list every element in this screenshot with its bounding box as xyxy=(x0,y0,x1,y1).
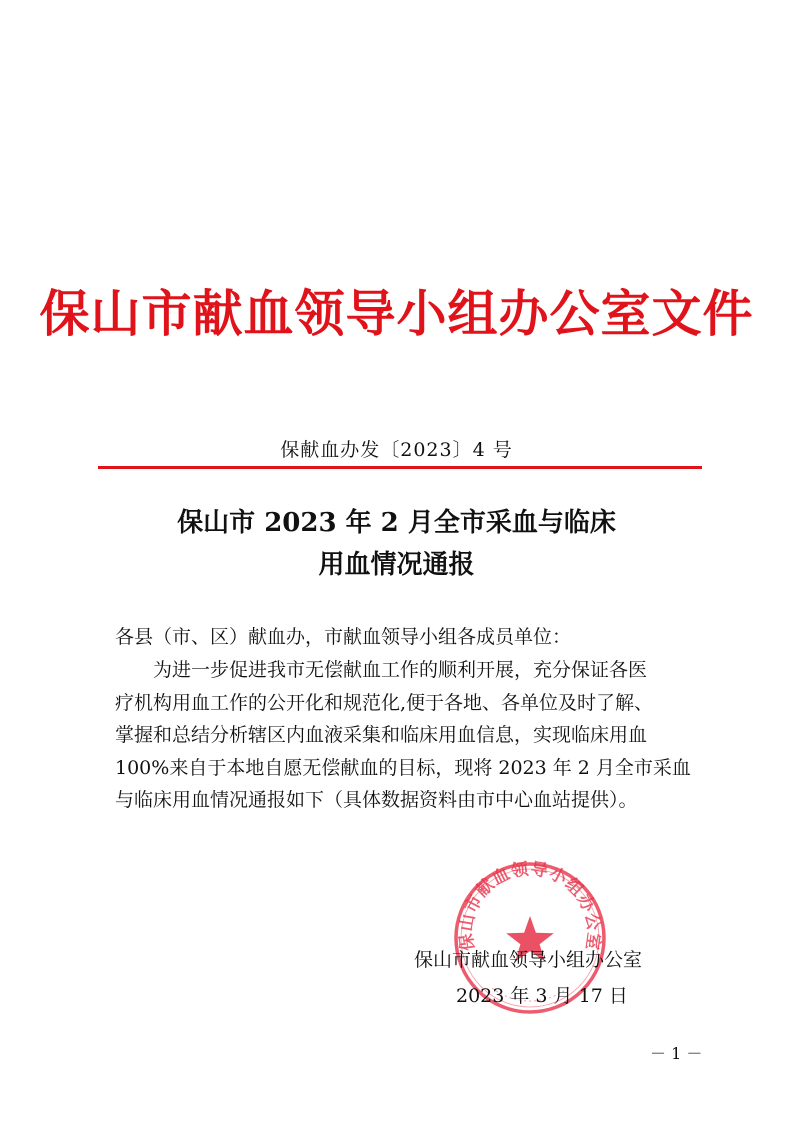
red-divider-line xyxy=(98,466,702,469)
body-line-4: 100%来自于本地自愿无偿献血的目标，现将 2023 年 2 月全市采血 xyxy=(115,756,691,779)
document-number: 保献血办发〔2023〕4 号 xyxy=(280,439,513,461)
seal-text: 保山市献血领导小组办公室 xyxy=(456,859,604,953)
page-number: － 1 － xyxy=(650,1044,703,1063)
notice-title-line-2: 用血情况通报 xyxy=(318,550,475,580)
notice-title xyxy=(0,502,793,586)
notice-title-line-1: 保山市 2023 年 2 月全市采血与临床 xyxy=(177,508,616,538)
body-line-3: 掌握和总结分析辖区内血液采集和临床用血信息，实现临床用血 xyxy=(115,724,648,746)
salutation: 各县（市、区）献血办，市献血领导小组各成员单位： xyxy=(115,626,572,648)
body-line-1: 为进一步促进我市无偿献血工作的顺利开展，充分保证各医 xyxy=(153,659,648,681)
signing-date: 2023 年 3 月 17 日 xyxy=(456,985,628,1007)
body-line-2: 疗机构用血工作的公开化和规范化,便于各地、各单位及时了解、 xyxy=(115,691,654,714)
document-header-title: 保山市献血领导小组办公室文件 xyxy=(39,284,754,343)
signing-organization: 保山市献血领导小组办公室 xyxy=(414,949,643,971)
body-paragraph xyxy=(115,654,705,817)
body-line-5: 与临床用血情况通报如下（具体数据资料由市中心血站提供）。 xyxy=(115,789,638,811)
